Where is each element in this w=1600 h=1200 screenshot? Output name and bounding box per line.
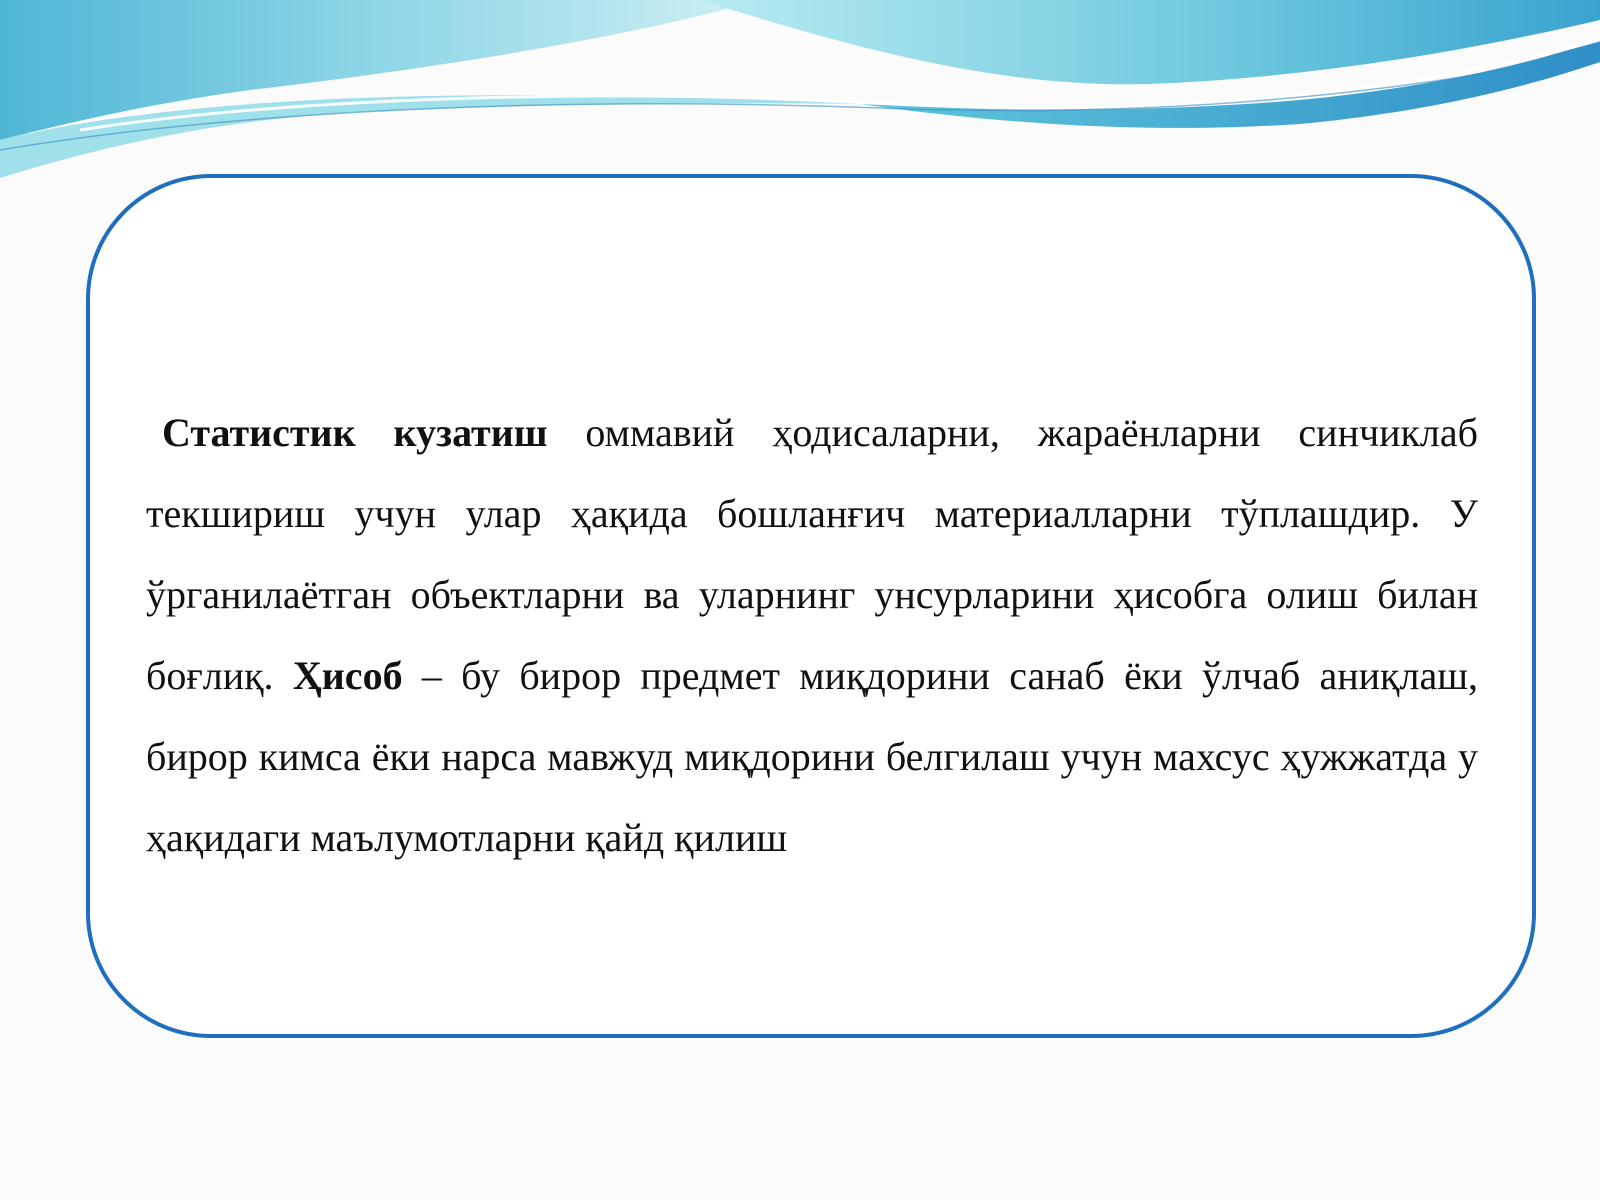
body-paragraph	[146, 392, 1478, 878]
paragraph-text-part-1: оммавий ҳодисаларни, жараёнларни синчиклаб текшириш учун улар ҳақида бошланғич материалларни тўплашдир. У ўрганилаётган объектларни ва уларнинг унсурларини ҳисобга олиш билан боғлиқ.	[146, 410, 1479, 698]
term-accounting: Ҳисоб	[292, 653, 403, 698]
decorative-wave-header	[0, 0, 1600, 190]
paragraph-text-part-2: – бу бирор предмет миқдорини санаб ёки ўлчаб аниқлаш, бирор кимса ёки нарса мавжуд миқдорини белгилаш учун махсус ҳужжатда у ҳақидаги маълумотларни қайд қилиш	[146, 653, 1479, 860]
content-frame	[86, 174, 1536, 1038]
term-statistical-observation: Статистик кузатиш	[162, 410, 548, 455]
